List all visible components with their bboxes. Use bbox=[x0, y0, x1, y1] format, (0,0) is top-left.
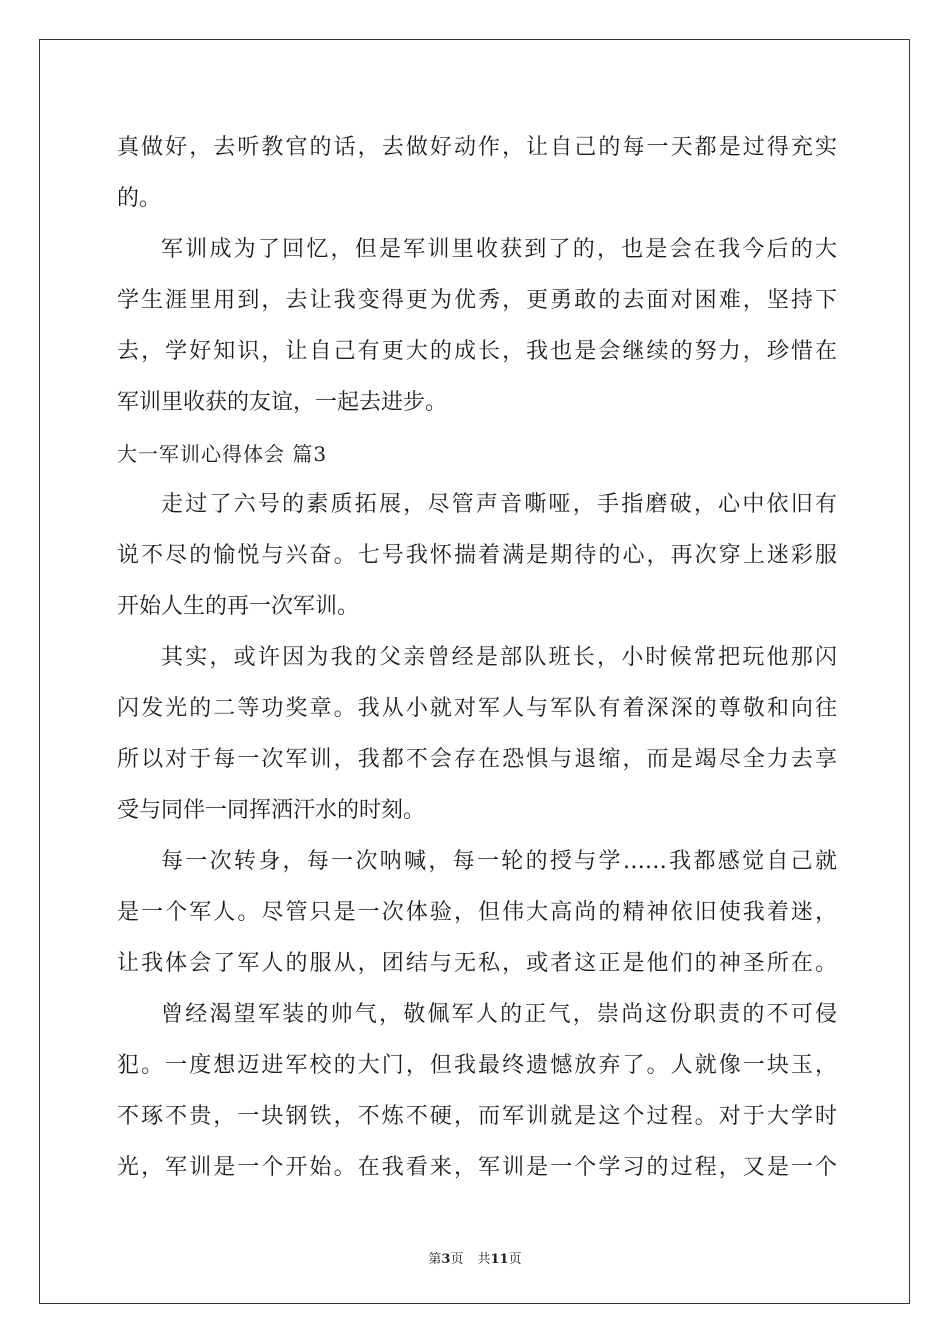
paragraph-first-line: 曾经渴望军装的帅气，敬佩军人的正气，崇尚这份职责的不可侵 bbox=[161, 1002, 837, 1027]
total-prefix: 共 bbox=[477, 1252, 491, 1267]
document-body bbox=[117, 125, 837, 1196]
text-line: 让我体会了军人的服从，团结与无私，或者这正是他们的神圣所在。 bbox=[117, 951, 837, 976]
page-prefix: 第 bbox=[428, 1252, 442, 1267]
section-heading: 大一军训心得体会 篇3 bbox=[117, 442, 328, 466]
text-line: 开始人生的再一次军训。 bbox=[117, 594, 360, 619]
text-line: 不琢不贵，一块钢铁，不炼不硬，而军训就是这个过程。对于大学时 bbox=[117, 1104, 837, 1129]
text-line: 的。 bbox=[117, 186, 162, 211]
total-suffix: 页 bbox=[508, 1252, 522, 1267]
page-footer bbox=[0, 1248, 950, 1267]
paragraph-first-line: 军训成为了回忆，但是军训里收获到了的，也是会在我今后的大 bbox=[161, 237, 837, 262]
text-line: 去，学好知识，让自己有更大的成长，我也是会继续的努力，珍惜在 bbox=[117, 339, 837, 364]
paragraph-first-line: 其实，或许因为我的父亲曾经是部队班长，小时候常把玩他那闪 bbox=[161, 645, 837, 670]
text-line: 光，军训是一个开始。在我看来，军训是一个学习的过程，又是一个 bbox=[117, 1155, 837, 1180]
paragraph-first-line: 每一次转身，每一次呐喊，每一轮的授与学……我都感觉自己就 bbox=[161, 849, 837, 874]
text-line: 学生涯里用到，去让我变得更为优秀，更勇敢的去面对困难，坚持下 bbox=[117, 288, 837, 313]
paragraph-first-line: 走过了六号的素质拓展，尽管声音嘶哑，手指磨破，心中依旧有 bbox=[161, 492, 837, 517]
page-suffix: 页 bbox=[450, 1252, 464, 1267]
text-line: 真做好，去听教官的话，去做好动作，让自己的每一天都是过得充实 bbox=[117, 135, 837, 160]
page-total: 11 bbox=[490, 1252, 509, 1267]
text-line: 受与同伴一同挥洒汗水的时刻。 bbox=[117, 798, 426, 823]
text-line: 是一个军人。尽管只是一次体验，但伟大高尚的精神依旧使我着迷， bbox=[117, 900, 837, 925]
text-line: 所以对于每一次军训，我都不会存在恐惧与退缩，而是竭尽全力去享 bbox=[117, 747, 837, 772]
text-line: 闪发光的二等功奖章。我从小就对军人与军队有着深深的尊敬和向往 bbox=[117, 696, 837, 721]
page-current: 3 bbox=[441, 1252, 451, 1267]
text-line: 说不尽的愉悦与兴奋。七号我怀揣着满是期待的心，再次穿上迷彩服 bbox=[117, 543, 837, 568]
text-line: 军训里收获的友谊，一起去进步。 bbox=[117, 390, 448, 415]
text-line: 犯。一度想迈进军校的大门，但我最终遗憾放弃了。人就像一块玉， bbox=[117, 1053, 837, 1078]
